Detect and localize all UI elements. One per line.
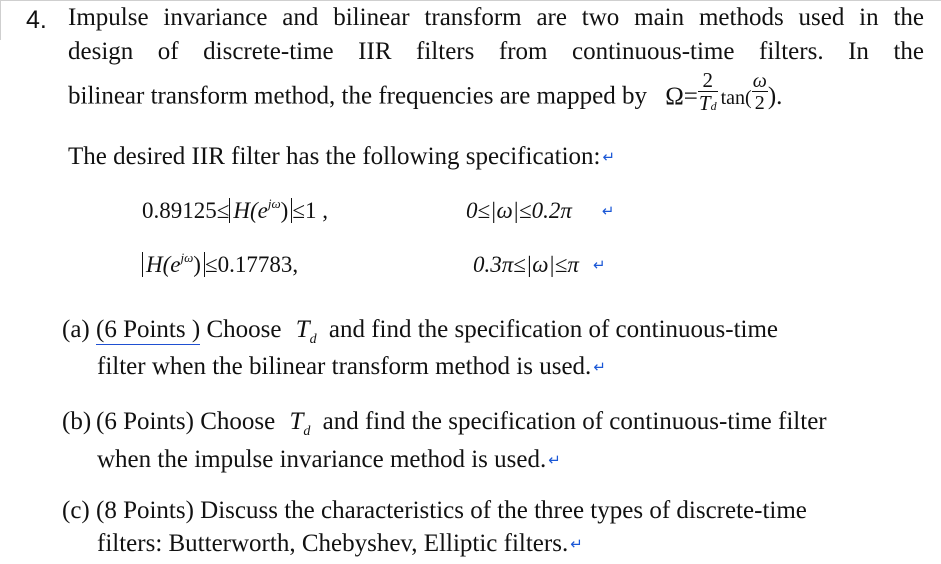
return-mark-icon: ↵ (601, 202, 615, 220)
h-label: H(e (146, 252, 181, 277)
intro-line-2: design of discrete-time IIR filters from continuous-time filters. In the (68, 38, 924, 65)
td-symbol (289, 408, 311, 439)
top-rule (0, 0, 941, 1)
fraction-2-over-td (698, 70, 718, 114)
passband-lower: 0.89125≤ (142, 198, 230, 223)
return-mark-icon: ↵ (570, 535, 583, 553)
part-b-points: (6 Points) (96, 408, 194, 435)
h-close: ) (280, 198, 289, 223)
part-a (62, 316, 779, 347)
return-mark-icon: ↵ (548, 451, 561, 469)
part-a-text: and find the specification of continuous-time (328, 316, 779, 343)
spec-intro-line (68, 143, 615, 171)
intro-line-3-text: bilinear transform method, the frequencies are mapped by (68, 82, 647, 110)
return-mark-icon: ↵ (592, 256, 606, 274)
td-symbol (295, 316, 317, 347)
part-b-label: (b) (62, 408, 92, 435)
left-rule (0, 0, 1, 40)
points-link[interactable]: (6 Points ) (96, 316, 201, 343)
return-mark-icon: ↵ (593, 358, 606, 376)
passband-spec (142, 198, 328, 224)
intro-line-3 (68, 68, 783, 120)
tan-function: tan( (720, 86, 752, 109)
spec-intro-text: The desired IIR filter has the following specification: (68, 143, 601, 170)
mapping-close: ). (767, 82, 783, 110)
fraction-numerator: 2 (702, 68, 713, 92)
return-mark-icon: ↵ (602, 148, 616, 166)
part-a-line-2 (97, 353, 606, 381)
td-sub: d (303, 424, 311, 439)
part-b-line-2 (97, 446, 561, 474)
stopband-range (473, 252, 606, 278)
magnitude-response (142, 252, 205, 277)
fraction-omega-over-2 (752, 71, 768, 113)
passband-upper: ≤1 , (292, 198, 328, 223)
stopband-range-text: 0.3π≤|ω|≤π (473, 252, 579, 277)
fraction-den-T: T (698, 91, 711, 115)
part-c (62, 497, 807, 525)
h-close: ) (193, 252, 201, 277)
td-T: T (295, 316, 310, 343)
omega-big-symbol: Ω (665, 82, 684, 110)
arg-denominator: 2 (752, 91, 768, 113)
part-c-line-1: (8 Points) Discuss the characteristics of the three types of discrete-time (96, 497, 807, 524)
fraction-den-sub: d (710, 99, 717, 113)
fraction-denominator (698, 91, 718, 114)
question-number: 4. (26, 6, 47, 34)
stopband-spec (142, 252, 298, 278)
td-T: T (289, 408, 304, 435)
part-b (62, 408, 827, 439)
part-c-line-2 (97, 530, 583, 558)
arg-numerator: ω (752, 70, 767, 92)
stopband-upper: ≤0.17783, (204, 252, 299, 277)
part-b-line-2-text: when the impulse invariance method is used. (97, 446, 547, 473)
part-b-choose: Choose (200, 408, 276, 435)
intro-line-1: Impulse invariance and bilinear transform are two main methods used in the (68, 4, 924, 31)
part-c-label: (c) (62, 497, 90, 524)
part-b-text: and find the specification of continuous-time filter (322, 408, 827, 435)
part-a-label: (a) (62, 316, 90, 343)
part-a-choose: Choose (206, 316, 282, 343)
passband-range (466, 198, 614, 224)
magnitude-response (229, 198, 292, 223)
h-label: H(e (233, 198, 268, 223)
exponent: jω (267, 196, 281, 211)
equals-sign: = (683, 82, 698, 110)
part-a-line-2-text: filter when the bilinear transform method is used. (97, 353, 592, 380)
part-c-line-2-text: filters: Butterworth, Chebyshev, Elliptic filters. (97, 530, 569, 557)
exponent: jω (180, 250, 194, 265)
passband-range-text: 0≤|ω|≤0.2π (466, 198, 572, 223)
mapping-formula (665, 68, 783, 115)
td-sub: d (309, 332, 317, 347)
